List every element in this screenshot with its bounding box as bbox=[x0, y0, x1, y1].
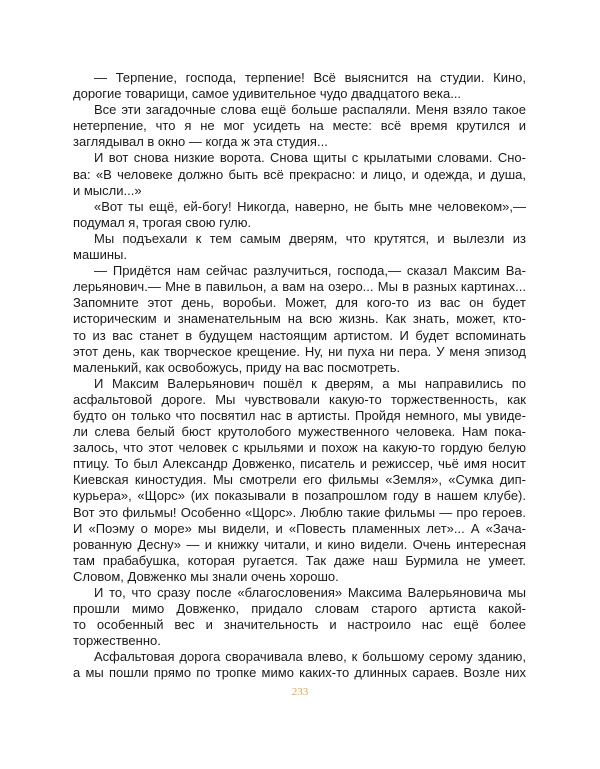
text-line: подумал я, трогая свою гулю. bbox=[73, 214, 252, 230]
text-line: ли слева белый бюст крутолобого мужественного человека. Нам пока- bbox=[73, 424, 526, 440]
text-line: и мысли...» bbox=[73, 182, 142, 198]
text-line: асфальтовой дороге. Мы чувствовали какую-то торжественность, как bbox=[73, 391, 526, 407]
text-line: Мы подъехали к тем самым дверям, что крутятся, и вылезли из bbox=[94, 230, 526, 246]
text-line: историческим и знаменательным на всю жизнь. Как знать, может, кто- bbox=[73, 311, 526, 327]
text-line: нетерпение, что я не мог усидеть на месте: всё время крутился и bbox=[73, 118, 526, 134]
text-line: то особенный вес и значительность и настроило нас ещё более bbox=[73, 617, 526, 633]
text-line: будто он только что посвятил нас в артисты. Пройдя немного, мы увиде- bbox=[73, 407, 526, 423]
text-line: машины. bbox=[73, 247, 127, 263]
text-line: а мы пошли прямо по тропке мимо каких-то длинных сараев. Возле них bbox=[73, 665, 526, 681]
text-line: птицу. То был Александр Довженко, писатель и режиссер, чьё имя носит bbox=[73, 456, 526, 472]
text-line: ва: «В человеке должно быть всё прекрасно: и лицо, и одежда, и душа, bbox=[73, 166, 526, 182]
text-line: Запомните этот день, воробьи. Может, для кого-то из вас он будет bbox=[73, 295, 526, 311]
text-line: «Вот ты ещё, ей-богу! Никогда, наверно, не быть мне человеком»,— bbox=[94, 198, 526, 214]
text-line: то из вас станет в будущем настоящим артистом. И будет вспоминать bbox=[73, 327, 526, 343]
text-line: прошли мимо Довженко, придало словам старого артиста какой- bbox=[73, 601, 526, 617]
text-line: залось, что этот человек с крыльями и похож на какую-то гордую белую bbox=[73, 440, 526, 456]
text-line: там прабабушка, которая ругается. Так даже наш Бурмила не умеет. bbox=[73, 552, 526, 568]
text-line: этот день, как творческое крещение. Ну, ни пуха ни пера. У меня эпизод bbox=[73, 343, 526, 359]
text-line: лерьянович.— Мне в павильон, а вам на озеро... Мы в разных картинах... bbox=[73, 279, 526, 295]
text-line: торжественно. bbox=[73, 633, 161, 649]
text-line: маленький, как освобожусь, приду на вас посмотреть. bbox=[73, 359, 401, 375]
text-line: Вот это фильмы! Особенно «Щорс». Люблю такие фильмы — про героев. bbox=[73, 504, 526, 520]
text-line: — Придётся нам сейчас разлучиться, господа,— сказал Максим Ва- bbox=[94, 263, 526, 279]
text-line: Словом, Довженко мы знали очень хорошо. bbox=[73, 568, 339, 584]
text-line: — Терпение, господа, терпение! Всё выяснится на студии. Кино, bbox=[94, 70, 526, 85]
text-line: заглядывал в окно — когда ж эта студия... bbox=[73, 134, 328, 150]
text-line: И вот снова низкие ворота. Снова щиты с крылатыми словами. Сно- bbox=[94, 150, 526, 166]
text-line: И Максим Валерьянович пошёл к дверям, а мы направились по bbox=[94, 375, 526, 391]
text-line: Киевская киностудия. Мы смотрели его фильмы «Земля», «Сумка дип- bbox=[73, 472, 526, 488]
page-body-text bbox=[73, 70, 526, 682]
text-line: рованную Десну» — и книжку читали, и кино видели. Очень интересная bbox=[73, 536, 526, 552]
text-line: И то, что сразу после «благословения» Максима Валерьяновича мы bbox=[94, 585, 526, 600]
text-line: Все эти загадочные слова ещё больше распаляли. Меня взяло такое bbox=[94, 102, 526, 118]
text-line: дорогие товарищи, самое удивительное чудо двадцатого века... bbox=[73, 86, 462, 102]
text-line: И «Поэму о море» мы видели, и «Повесть пламенных лет»... А «Зача- bbox=[73, 520, 526, 536]
page-number: 233 bbox=[291, 686, 309, 698]
text-line: курьера», «Щорс» (их показывали в позапрошлом году в нашем клубе). bbox=[73, 488, 526, 504]
text-line: Асфальтовая дорога сворачивала влево, к большому серому зданию, bbox=[94, 649, 526, 665]
